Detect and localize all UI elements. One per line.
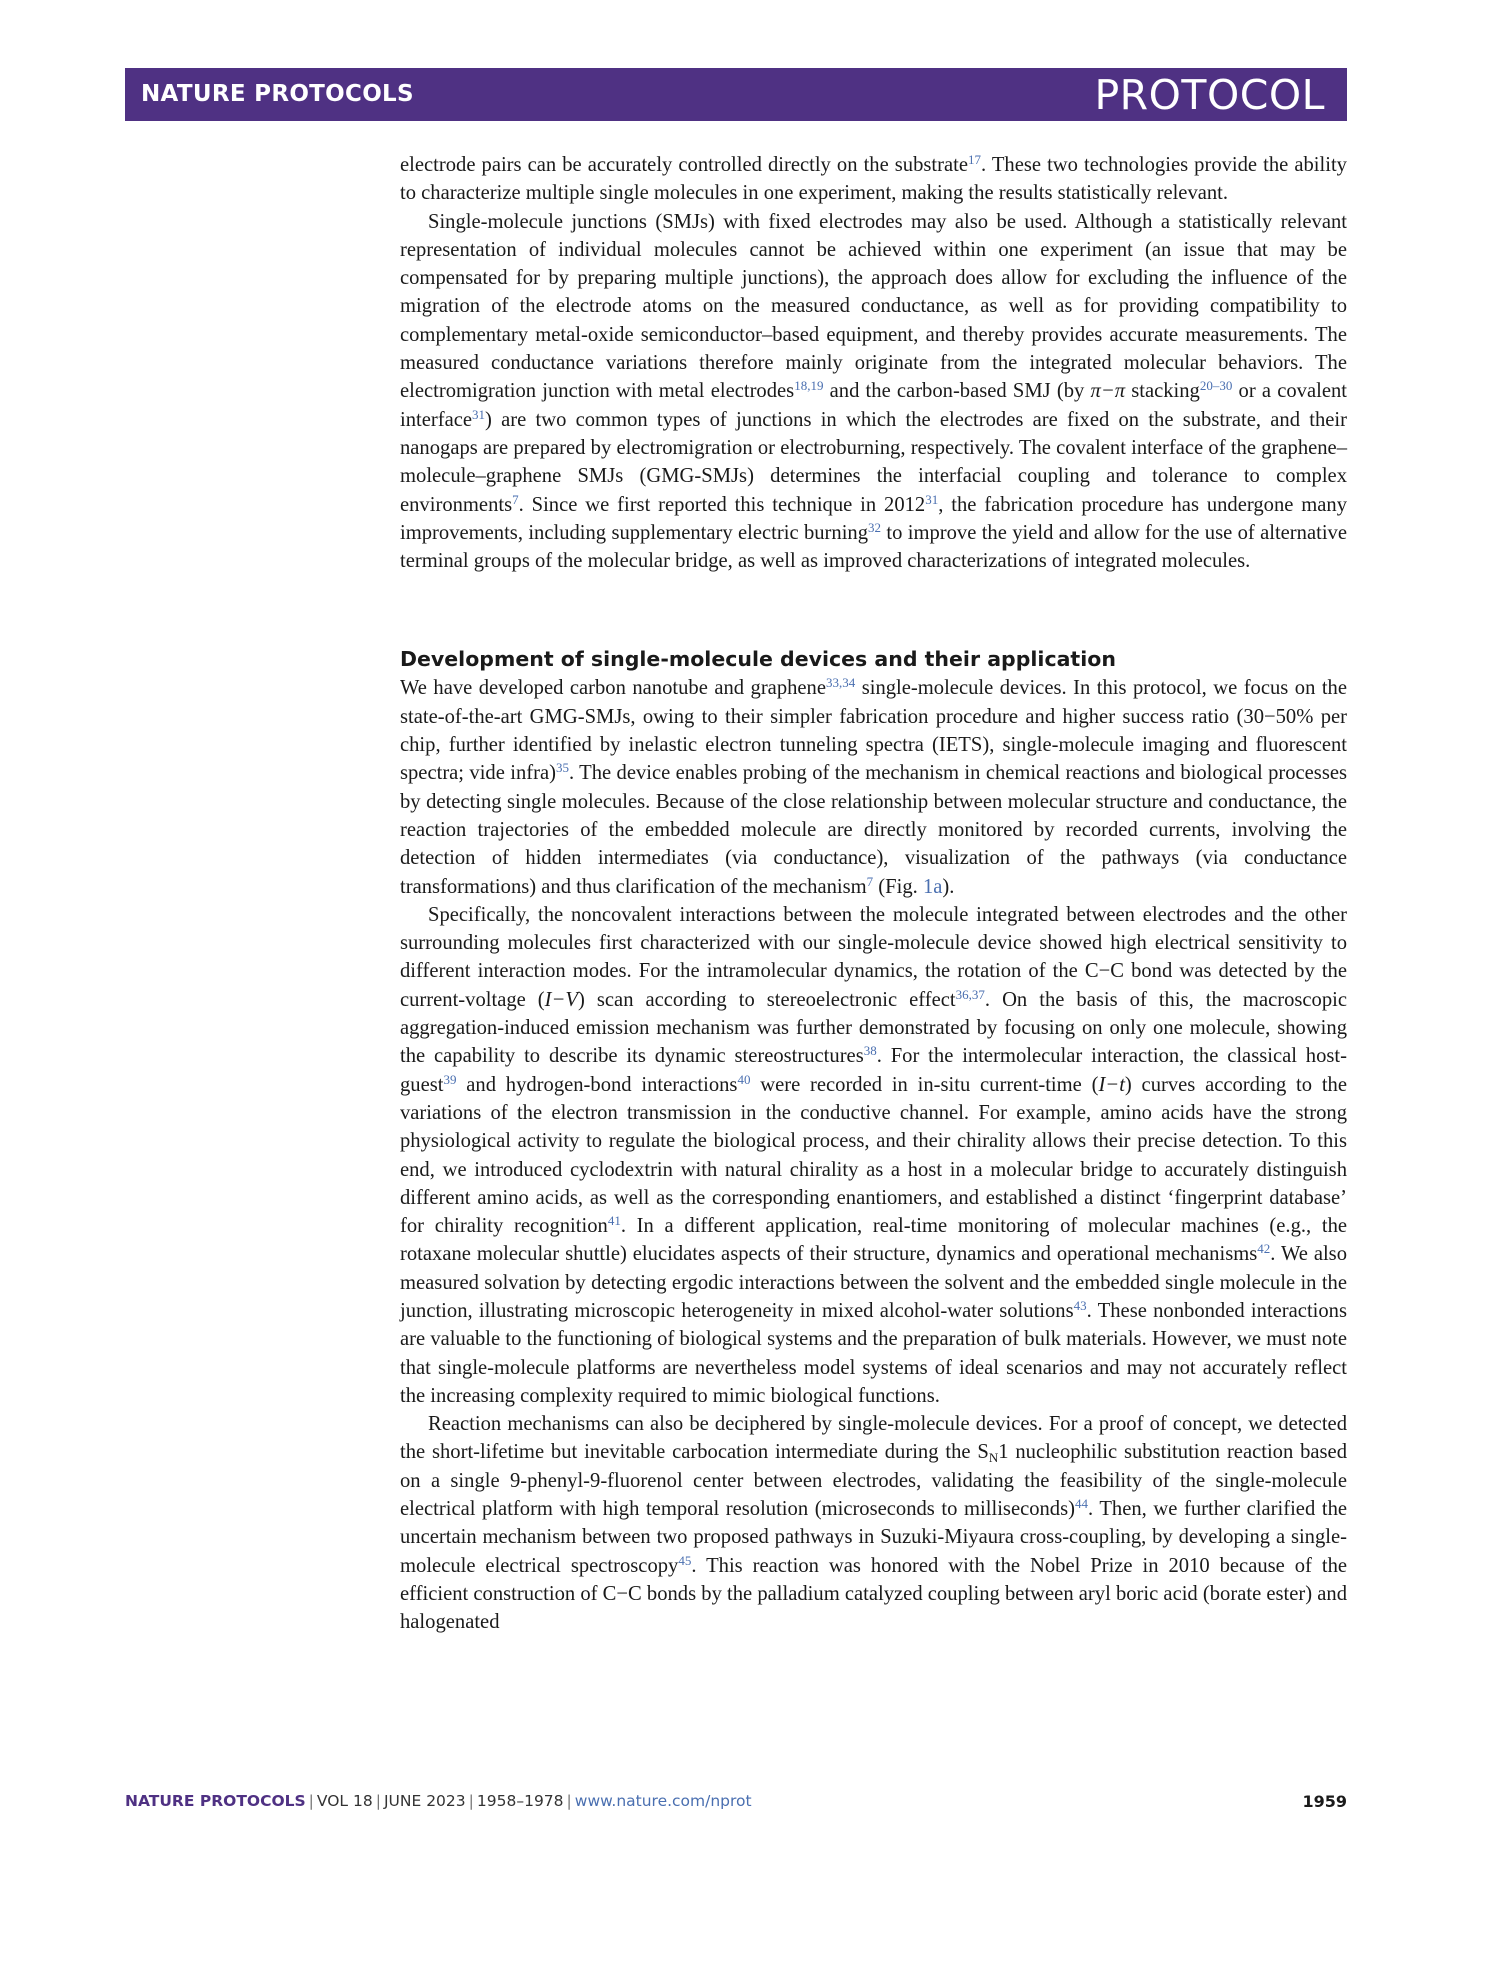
citation-link[interactable]: 43 bbox=[1073, 1297, 1087, 1313]
citation-link[interactable]: 32 bbox=[868, 519, 882, 535]
figure-link[interactable]: 1a bbox=[922, 875, 943, 898]
footer-url-link[interactable]: www.nature.com/nprot bbox=[574, 1792, 752, 1810]
citation-link[interactable]: 40 bbox=[737, 1071, 751, 1087]
footer-pages: 1958–1978 bbox=[476, 1792, 564, 1810]
citation-link[interactable]: 36,37 bbox=[955, 986, 985, 1002]
citation-link[interactable]: 17 bbox=[968, 152, 981, 167]
citation-link[interactable]: 39 bbox=[443, 1071, 457, 1087]
footer-date: JUNE 2023 bbox=[383, 1792, 466, 1810]
citation-link[interactable]: 33,34 bbox=[826, 675, 856, 691]
citation-link[interactable]: 20–30 bbox=[1199, 378, 1233, 394]
citation-link[interactable]: 31 bbox=[925, 491, 939, 507]
citation-link[interactable]: 7 bbox=[512, 491, 519, 507]
footer-volume: VOL 18 bbox=[316, 1792, 373, 1810]
paragraph: Reaction mechanisms can also be deciphered by single-molecule devices. For a proof of concept, we detected the short-lifetime but inevitable carbocation intermediate during the $S_N1$ nucleophilic substitution reaction based on a single 9-phenyl-9-fluorenol center between electrodes, validating the feasibility of the single-molecule electrical platform with high temporal resolution (microseconds to milliseconds)$^{44}$. Then, we further clarified the uncertain mechanism between two proposed pathways in Suzuki-Miyaura cross-coupling, by developing a single-molecule electrical spectroscopy$^{45}$. This reaction was honored with the Nobel Prize in 2010 because of the efficient construction of C−C bonds by the palladium catalyzed coupling between aryl boric acid (borate ester) and halogenated bbox=[400, 1413, 1348, 1634]
article-type-label: PROTOCOL bbox=[1094, 71, 1325, 119]
section-heading: Development of single-molecule devices and their application bbox=[400, 647, 1116, 672]
page-header bbox=[125, 68, 1347, 121]
paragraph: We have developed carbon nanotube and graphene$^{33,34}$ single-molecule devices. In this protocol, we focus on the state-of-the-art GMG-SMJs, owing to their simpler fabrication procedure and higher success ratio (30−50% per chip, further identified by inelastic electron tunneling spectra (IETS), single-molecule imaging and fluorescent spectra; vide infra)$^{35}$. The device enables probing of the mechanism in chemical reactions and biological processes by detecting single molecules. Because of the close relationship between molecular structure and conductance, the reaction trajectories of the embedded molecule are directly monitored by recorded currents, involving the detection of hidden intermediates (via conductance), visualization of the pathways (via conductance transformations) and thus clarification of the mechanism$^7$ (Fig. 1a). bbox=[400, 675, 1347, 898]
footer-journal: NATURE PROTOCOLS bbox=[125, 1792, 306, 1810]
citation-link[interactable]: 31 bbox=[472, 406, 486, 422]
paragraph: electrode pairs can be accurately controlled directly on the substrate$^{17}$. These two technologies provide the ability to characterize multiple single molecules in one experiment, making the results statistically relevant. bbox=[400, 152, 1347, 205]
citation-link[interactable]: 35 bbox=[555, 760, 569, 776]
citation-link[interactable]: 18,19 bbox=[794, 378, 824, 394]
journal-name: NATURE PROTOCOLS bbox=[141, 81, 414, 107]
article-body bbox=[400, 151, 1347, 1637]
citation-link[interactable]: 45 bbox=[678, 1552, 692, 1568]
citation-link[interactable]: 38 bbox=[863, 1043, 877, 1059]
citation-link[interactable]: 44 bbox=[1074, 1496, 1088, 1512]
citation-link[interactable]: 7 bbox=[866, 873, 874, 889]
citation-link[interactable]: 42 bbox=[1257, 1241, 1271, 1257]
page-number: 1959 bbox=[1302, 1792, 1347, 1811]
paragraph: Single-molecule junctions (SMJs) with fixed electrodes may also be used. Although a statistically relevant representation of individual molecules cannot be achieved within one experiment (an issue that may be compensated for by preparing multiple junctions), the approach does allow for excluding the influence of the migration of the electrode atoms on the measured conductance, as well as for providing compatibility to complementary metal-oxide semiconductor–based equipment, and thereby provides accurate measurements. The measured conductance variations therefore mainly originate from the integrated molecular behaviors. The electromigration junction with metal electrodes$^{18,19}$ and the carbon-based SMJ (by π−π stacking$^{20-30}$ or a covalent interface$^{31}$) are two common types of junctions in which the electrodes are fixed on the substrate, and their nanogaps are prepared by electromigration or electroburning, respectively. The covalent interface of the graphene–molecule–graphene SMJs (GMG-SMJs) determines the interfacial coupling and tolerance to complex environments$^7$. Since we first reported this technique in 2012$^{31}$, the fabrication procedure has undergone many improvements, including supplementary electric burning$^{32}$ to improve the yield and allow for the use of alternative terminal groups of the molecular bridge, as well as improved characterizations of integrated molecules. bbox=[400, 210, 1347, 573]
page-footer: NATURE PROTOCOLS | VOL 18 | JUNE 2023 | 1958–1978 | www.nature.com/nprot 1959 bbox=[125, 1792, 1347, 1811]
paragraph: Specifically, the noncovalent interactions between the molecule integrated between electrodes and the other surrounding molecules first characterized with our single-molecule device showed high electrical sensitivity to different interaction modes. For the intramolecular dynamics, the rotation of the C−C bond was detected by the current-voltage (I−V) scan according to stereoelectronic effect$^{36,37}$. On the basis of this, the macroscopic aggregation-induced emission mechanism was further demonstrated by focusing on only one molecule, showing the capability to describe its dynamic stereostructures$^{38}$. For the intermolecular interaction, the classical host-guest$^{39}$ and hydrogen-bond interactions$^{40}$ were recorded in in-situ current-time (I−t) curves according to the variations of the electron transmission in the conductive channel. For example, amino acids have the strong physiological activity to regulate the biological process, and their chirality allows their precise detection. To this end, we introduced cyclodextrin with natural chirality as a host in a molecular bridge to accurately distinguish different amino acids, as well as the corresponding enantiomers, and established a distinct ‘fingerprint database’ for chirality recognition$^{41}$. In a different application, real-time monitoring of molecular machines (e.g., the rotaxane molecular shuttle) elucidates aspects of their structure, dynamics and operational mechanisms$^{42}$. We also measured solvation by detecting ergodic interactions between the solvent and the embedded single molecule in the junction, illustrating microscopic heterogeneity in mixed alcohol-water solutions$^{43}$. These nonbonded interactions are valuable to the functioning of biological systems and the preparation of bulk materials. However, we must note that single-molecule platforms are nevertheless model systems of ideal scenarios and may not accurately reflect the increasing complexity required to mimic biological functions. bbox=[400, 903, 1348, 1407]
citation-link[interactable]: 41 bbox=[607, 1213, 621, 1229]
